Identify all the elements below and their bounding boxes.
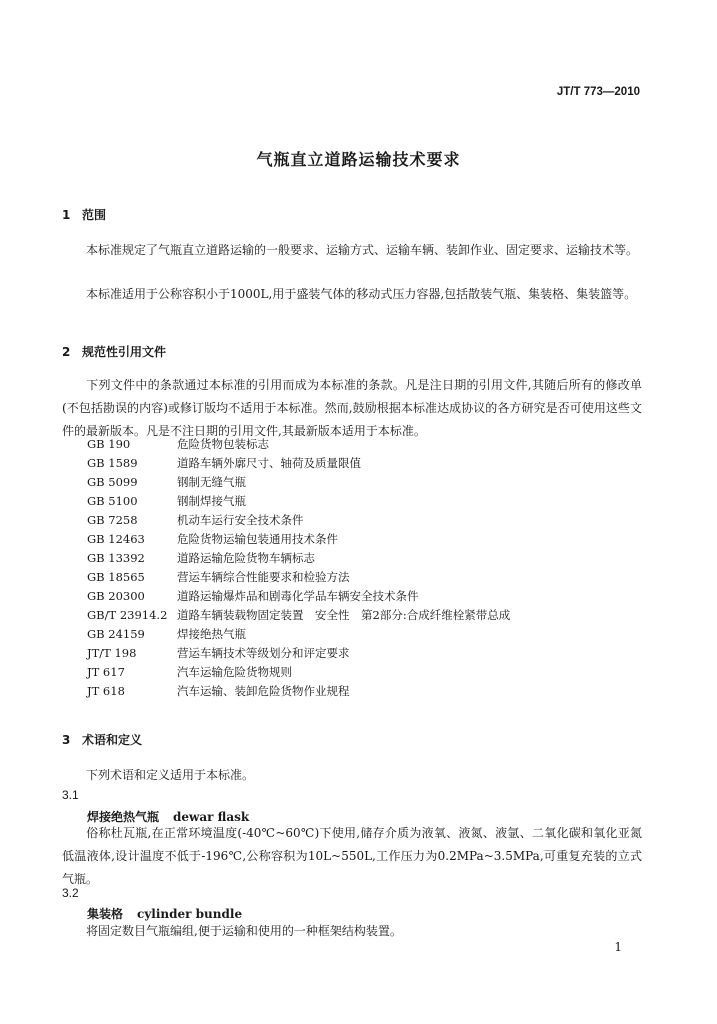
reference-item: GB 5099 钢制无缝气瓶 (87, 475, 246, 489)
section-heading-normative-references (62, 343, 166, 360)
standard-number: JT/T 773—2010 (556, 86, 640, 98)
document-title: 气瓶直立道路运输技术要求 (256, 150, 461, 169)
section-number: 3 (62, 733, 71, 747)
paragraph: 下列文件中的条款通过本标准的引用而成为本标准的条款。凡是注日期的引用文件,其随后所有的修改单(不包括勘误的内容)或修订版均不适用于本标准。然而,鼓励根据本标准达成协议的各方研究是否可使用这些文件的最新版本。凡是不注日期的引用文件,其最新版本适用于本标准。 (62, 378, 642, 438)
reference-item: JT/T 198 营运车辆技术等级划分和评定要求 (87, 646, 350, 660)
reference-item: GB/T 23914.2 道路车辆装载物固定装置 安全性 第2部分:合成纤维栓紧带总成 (87, 608, 511, 622)
paragraph: 本标准适用于公称容积小于1000L,用于盛装气体的移动式压力容器,包括散装气瓶、集装格、集装篮等。 (86, 287, 637, 301)
section-number: 2 (62, 345, 71, 359)
reference-item: GB 1589 道路车辆外廓尺寸、轴荷及质量限值 (87, 456, 361, 470)
term-en: cylinder bundle (137, 907, 243, 921)
reference-item: GB 12463 危险货物运输包装通用技术条件 (87, 532, 338, 546)
reference-item: GB 7258 机动车运行安全技术条件 (87, 513, 304, 527)
term-zh: 焊接绝热气瓶 (87, 810, 160, 824)
reference-list (87, 436, 510, 702)
reference-item: GB 18565 营运车辆综合性能要求和检验方法 (87, 570, 350, 584)
section-heading-terms (62, 731, 142, 748)
term-zh: 集装格 (87, 907, 124, 921)
section-number: 1 (62, 208, 71, 222)
term-number: 3.1 (62, 788, 79, 802)
reference-item: GB 190 危险货物包装标志 (87, 437, 269, 451)
term-definition: 将固定数目气瓶编组,便于运输和使用的一种框架结构装置。 (86, 924, 402, 938)
paragraph: 本标准规定了气瓶直立道路运输的一般要求、运输方式、运输车辆、装卸作业、固定要求、运输技术等。 (86, 243, 639, 257)
section-title: 术语和定义 (82, 733, 143, 747)
term-definition: 俗称杜瓦瓶,在正常环境温度(-40℃~60℃)下使用,储存介质为液氧、液氮、液氩、二氧化碳和氧化亚氮低温液体,设计温度不低于-196℃,公称容积为10L~550L,工作压力为0.2MPa~3.5MPa,可重复充装的立式气瓶。 (62, 826, 642, 886)
reference-item: GB 5100 钢制焊接气瓶 (87, 494, 246, 508)
reference-item: GB 24159 焊接绝热气瓶 (87, 627, 246, 641)
term-en: dewar flask (173, 810, 250, 824)
reference-item: GB 20300 道路运输爆炸品和剧毒化学品车辆安全技术条件 (87, 589, 419, 603)
reference-item: JT 617 汽车运输危险货物规则 (87, 665, 292, 679)
term-number: 3.2 (62, 886, 79, 900)
reference-item: JT 618 汽车运输、装卸危险货物作业规程 (87, 684, 350, 698)
section-heading-scope (62, 206, 106, 223)
section-title: 范围 (82, 208, 107, 222)
paragraph: 下列术语和定义适用于本标准。 (86, 768, 255, 782)
section-title: 规范性引用文件 (82, 345, 167, 359)
page-number: 1 (614, 940, 622, 954)
reference-item: GB 13392 道路运输危险货物车辆标志 (87, 551, 315, 565)
